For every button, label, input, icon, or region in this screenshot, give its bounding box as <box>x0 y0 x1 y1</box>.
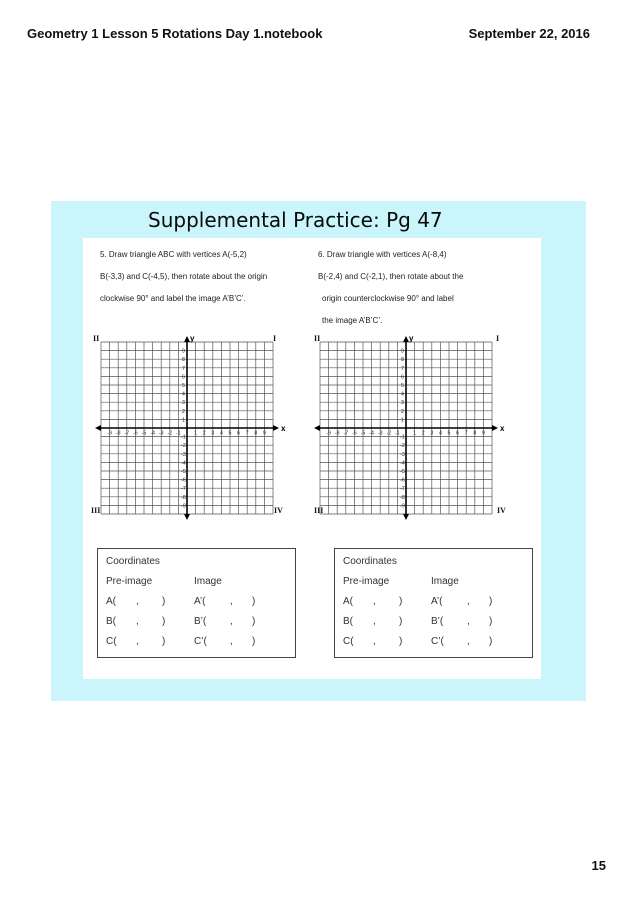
coordinate-row <box>106 616 296 630</box>
y-axis-label: y <box>409 334 414 343</box>
x-tick-label: 5 <box>228 430 232 437</box>
close-paren: ) <box>252 616 256 627</box>
preimage-label: Pre-image <box>343 576 390 587</box>
x-tick-label: 1 <box>194 430 198 437</box>
comma: , <box>373 596 376 607</box>
y-tick-label: -1 <box>181 434 186 441</box>
problem-6-line: 6. Draw triangle with vertices A(-8,4) <box>318 250 447 259</box>
document-date: September 22, 2016 <box>468 26 590 41</box>
image-point: B’( <box>194 616 207 627</box>
x-tick-label: 7 <box>464 430 468 437</box>
close-paren: ) <box>489 636 493 647</box>
supplemental-title: Supplemental Practice: Pg 47 <box>148 208 443 232</box>
x-tick-label: 7 <box>245 430 249 437</box>
y-tick-label: -2 <box>181 443 186 450</box>
document-title: Geometry 1 Lesson 5 Rotations Day 1.notebook <box>27 26 323 41</box>
y-tick-label: 8 <box>401 357 404 364</box>
x-tick-label: 8 <box>254 430 258 437</box>
x-tick-label: -6 <box>352 430 357 437</box>
x-axis-arrow <box>314 425 320 431</box>
x-tick-label: -4 <box>150 430 155 437</box>
y-tick-label: -2 <box>400 443 405 450</box>
y-tick-label: 7 <box>401 365 404 372</box>
comma: , <box>467 596 470 607</box>
x-tick-label: -4 <box>369 430 374 437</box>
x-tick-label: -7 <box>124 430 130 437</box>
coordinate-row <box>343 636 533 650</box>
image-label: Image <box>194 576 222 587</box>
x-tick-label: -3 <box>377 430 383 437</box>
problem-5-line: clockwise 90° and label the image A’B’C’. <box>100 294 246 303</box>
x-tick-label: -8 <box>115 430 121 437</box>
y-tick-label: 5 <box>401 383 404 389</box>
x-tick-label: -7 <box>343 430 349 437</box>
x-tick-label: 2 <box>202 430 206 437</box>
x-tick-label: 4 <box>438 430 442 437</box>
close-paren: ) <box>252 636 256 647</box>
comma: , <box>230 616 233 627</box>
y-tick-label: 6 <box>182 374 185 381</box>
x-axis-label: x <box>281 424 286 433</box>
y-tick-label: -6 <box>181 477 186 484</box>
quadrant-label-III: III <box>91 506 101 515</box>
image-point: C’( <box>431 636 444 647</box>
y-tick-label: -3 <box>181 451 186 458</box>
x-tick-label: -1 <box>176 430 181 437</box>
coordinate-row <box>343 596 533 610</box>
x-tick-label: -2 <box>167 430 173 437</box>
x-axis-label: x <box>500 424 505 433</box>
y-tick-label: 4 <box>182 391 185 398</box>
x-tick-label: 9 <box>262 430 266 437</box>
coordinate-row <box>106 636 296 650</box>
comma: , <box>230 636 233 647</box>
quadrant-label-III: III <box>314 506 324 515</box>
y-axis-label: y <box>190 334 195 343</box>
quadrant-label-IV: IV <box>497 506 506 515</box>
close-paren: ) <box>489 616 493 627</box>
x-tick-label: 6 <box>456 430 460 437</box>
y-tick-label: -5 <box>400 469 405 475</box>
close-paren: ) <box>162 596 166 607</box>
close-paren: ) <box>399 636 403 647</box>
x-tick-label: -9 <box>107 430 112 437</box>
image-point: C’( <box>194 636 207 647</box>
x-axis-arrow <box>492 425 498 431</box>
preimage-point: A( <box>343 596 353 607</box>
y-tick-label: -1 <box>400 434 405 441</box>
image-point: B’( <box>431 616 444 627</box>
close-paren: ) <box>489 596 493 607</box>
y-tick-label: 6 <box>401 374 404 381</box>
x-tick-label: -1 <box>395 430 400 437</box>
preimage-point: A( <box>106 596 116 607</box>
image-point: A’( <box>194 596 206 607</box>
y-tick-label: 8 <box>182 357 185 364</box>
preimage-point: B( <box>343 616 353 627</box>
x-tick-label: -2 <box>386 430 392 437</box>
quadrant-label-II: II <box>93 334 100 343</box>
problem-6 <box>318 248 518 336</box>
comma: , <box>136 636 139 647</box>
y-tick-label: 7 <box>182 365 185 372</box>
page-number: 15 <box>591 858 606 873</box>
close-paren: ) <box>162 636 166 647</box>
x-tick-label: 8 <box>473 430 477 437</box>
x-tick-label: -5 <box>360 430 366 437</box>
y-tick-label: 1 <box>401 417 404 424</box>
coordinate-grid-right <box>314 336 504 516</box>
y-tick-label: 2 <box>401 408 404 415</box>
close-paren: ) <box>252 596 256 607</box>
problem-6-line: B(-2,4) and C(-2,1), then rotate about the <box>318 272 464 281</box>
y-tick-label: 4 <box>401 391 404 398</box>
x-tick-label: 6 <box>237 430 241 437</box>
y-tick-label: -4 <box>400 460 405 467</box>
quadrant-label-IV: IV <box>274 506 283 515</box>
problem-5-line: B(-3,3) and C(-4,5), then rotate about the origin <box>100 272 268 281</box>
y-tick-label: -9 <box>400 503 405 510</box>
problem-6-line: the image A’B’C’. <box>322 316 383 325</box>
comma: , <box>136 616 139 627</box>
preimage-label: Pre-image <box>106 576 153 587</box>
x-tick-label: 3 <box>211 430 215 437</box>
quadrant-label-I: I <box>496 334 500 343</box>
y-tick-label: 3 <box>182 400 185 407</box>
y-tick-label: 3 <box>401 400 404 407</box>
coordinate-row <box>106 596 296 610</box>
x-tick-label: 3 <box>430 430 434 437</box>
y-tick-label: 1 <box>182 417 185 424</box>
x-axis-arrow <box>273 425 279 431</box>
image-label: Image <box>431 576 459 587</box>
y-tick-label: -6 <box>400 477 405 484</box>
preimage-point: B( <box>106 616 116 627</box>
problem-5 <box>100 248 300 314</box>
coordinate-row <box>343 616 533 630</box>
x-tick-label: 4 <box>219 430 223 437</box>
image-point: A’( <box>431 596 443 607</box>
coordinates-box-right <box>334 548 533 658</box>
quadrant-label-II: II <box>314 334 321 343</box>
close-paren: ) <box>162 616 166 627</box>
y-tick-label: -7 <box>400 486 405 493</box>
x-tick-label: 5 <box>447 430 451 437</box>
x-axis-arrow <box>95 425 101 431</box>
comma: , <box>373 636 376 647</box>
x-tick-label: -6 <box>133 430 138 437</box>
x-tick-label: -5 <box>141 430 147 437</box>
y-tick-label: 2 <box>182 408 185 415</box>
close-paren: ) <box>399 596 403 607</box>
comma: , <box>373 616 376 627</box>
x-tick-label: -8 <box>334 430 340 437</box>
y-tick-label: 9 <box>401 348 404 355</box>
y-tick-label: -9 <box>181 503 186 510</box>
preimage-point: C( <box>343 636 354 647</box>
close-paren: ) <box>399 616 403 627</box>
problem-6-line: origin counterclockwise 90° and label <box>322 294 454 303</box>
coordinates-title: Coordinates <box>106 556 160 567</box>
quadrant-label-I: I <box>273 334 277 343</box>
y-tick-label: -8 <box>400 494 405 501</box>
x-tick-label: 2 <box>421 430 425 437</box>
y-tick-label: -7 <box>181 486 186 493</box>
comma: , <box>230 596 233 607</box>
x-tick-label: -3 <box>158 430 164 437</box>
y-tick-label: -8 <box>181 494 186 501</box>
coordinates-box-left <box>97 548 296 658</box>
preimage-point: C( <box>106 636 117 647</box>
x-tick-label: -9 <box>326 430 331 437</box>
y-tick-label: -4 <box>181 460 186 467</box>
coordinates-title: Coordinates <box>343 556 397 567</box>
problem-5-line: 5. Draw triangle ABC with vertices A(-5,2) <box>100 250 247 259</box>
y-tick-label: 5 <box>182 383 185 389</box>
coordinate-grid-left <box>95 334 286 516</box>
y-tick-label: -3 <box>400 451 405 458</box>
y-tick-label: 9 <box>182 348 185 355</box>
comma: , <box>136 596 139 607</box>
x-tick-label: 9 <box>481 430 485 437</box>
x-tick-label: 1 <box>413 430 417 437</box>
comma: , <box>467 616 470 627</box>
y-tick-label: -5 <box>181 469 186 475</box>
comma: , <box>467 636 470 647</box>
